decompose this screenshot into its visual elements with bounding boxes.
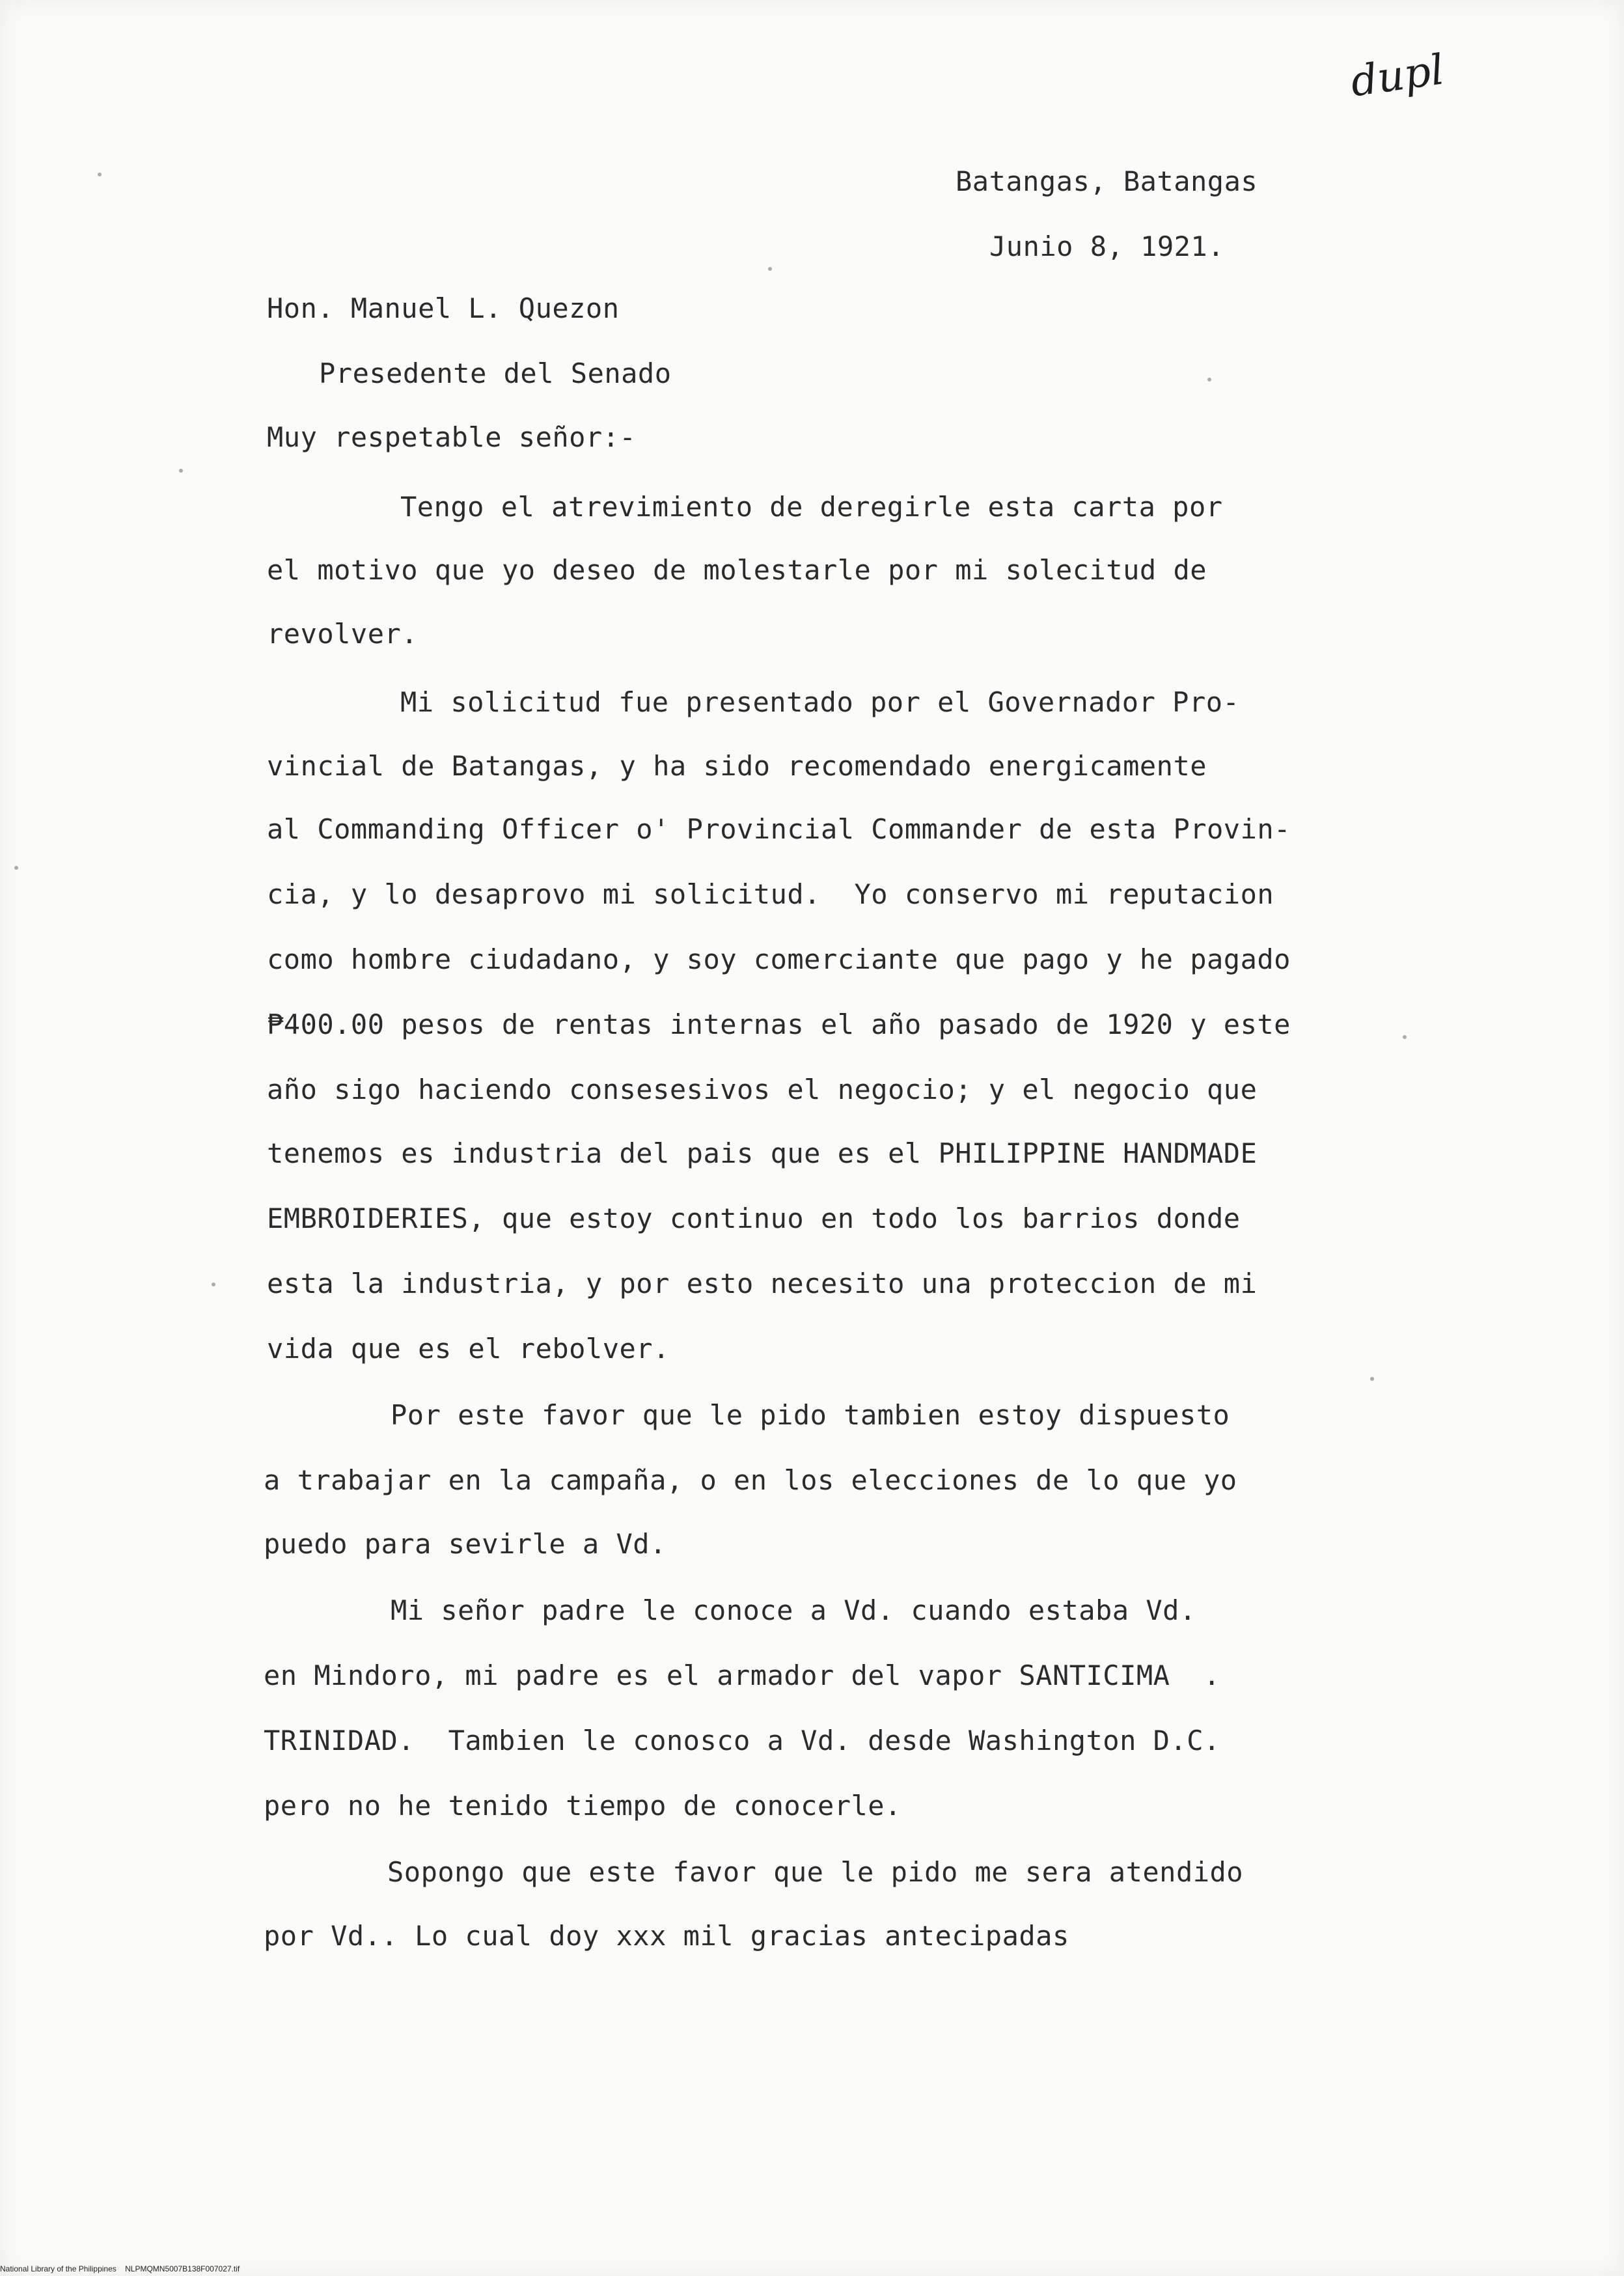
paper-speck — [98, 173, 102, 176]
body-line: Por este favor que le pido tambien estoy dispuesto — [391, 1399, 1230, 1431]
body-line: vincial de Batangas, y ha sido recomendado energicamente — [267, 750, 1207, 782]
body-line: revolver. — [267, 618, 419, 650]
body-line: por Vd.. Lo cual doy xxx mil gracias antecipadas — [264, 1920, 1069, 1952]
body-line: como hombre ciudadano, y soy comerciante que pago y he pagado — [267, 943, 1291, 975]
body-line: Mi solicitud fue presentado por el Governador Pro- — [400, 686, 1240, 718]
body-line: al Commanding Officer o' Provincial Commander de esta Provin- — [267, 813, 1291, 845]
body-line: TRINIDAD. Tambien le conosco a Vd. desde Washington D.C. — [264, 1725, 1220, 1756]
paper-speck — [768, 267, 772, 271]
body-line: Sopongo que este favor que le pido me sera atendido — [387, 1856, 1244, 1888]
paper-speck — [212, 1283, 215, 1286]
paper-speck — [1207, 378, 1211, 382]
letter-date: Junio 8, 1921. — [989, 230, 1225, 262]
recipient-title: Presedente del Senado — [319, 357, 672, 389]
paper-speck — [1370, 1377, 1374, 1381]
body-line: Mi señor padre le conoce a Vd. cuando estaba Vd. — [391, 1594, 1196, 1626]
paper-speck — [1403, 1035, 1407, 1039]
body-line: esta la industria, y por esto necesito una proteccion de mi — [267, 1268, 1258, 1299]
recipient-name: Hon. Manuel L. Quezon — [267, 292, 620, 324]
body-line: ₱400.00 pesos de rentas internas el año pasado de 1920 y este — [267, 1008, 1291, 1040]
salutation: Muy respetable señor:- — [267, 421, 637, 453]
body-line: EMBROIDERIES, que estoy continuo en todo los barrios donde — [267, 1202, 1241, 1234]
body-line: tenemos es industria del pais que es el PHILIPPINE HANDMADE — [267, 1137, 1258, 1169]
paper-speck — [14, 866, 18, 870]
body-line: puedo para sevirle a Vd. — [264, 1528, 667, 1560]
handwritten-note: dupl — [1347, 46, 1448, 107]
paper-speck — [179, 469, 183, 473]
body-line: el motivo que yo deseo de molestarle por mi solecitud de — [267, 554, 1207, 586]
body-line: año sigo haciendo consesesivos el negocio; y el negocio que — [267, 1074, 1258, 1105]
body-line: a trabajar en la campaña, o en los elecciones de lo que yo — [264, 1464, 1237, 1496]
body-line: cia, y lo desaprovo mi solicitud. Yo conservo mi reputacion — [267, 878, 1274, 910]
body-line: pero no he tenido tiempo de conocerle. — [264, 1790, 901, 1822]
body-line: Tengo el atrevimiento de deregirle esta carta por — [400, 491, 1223, 523]
archive-footer: National Library of the Philippines NLPMQMN5007B138F007027.tif — [0, 2264, 240, 2273]
letter-place: Batangas, Batangas — [956, 165, 1258, 197]
body-line: vida que es el rebolver. — [267, 1333, 670, 1365]
body-line: en Mindoro, mi padre es el armador del vapor SANTICIMA . — [264, 1659, 1220, 1691]
